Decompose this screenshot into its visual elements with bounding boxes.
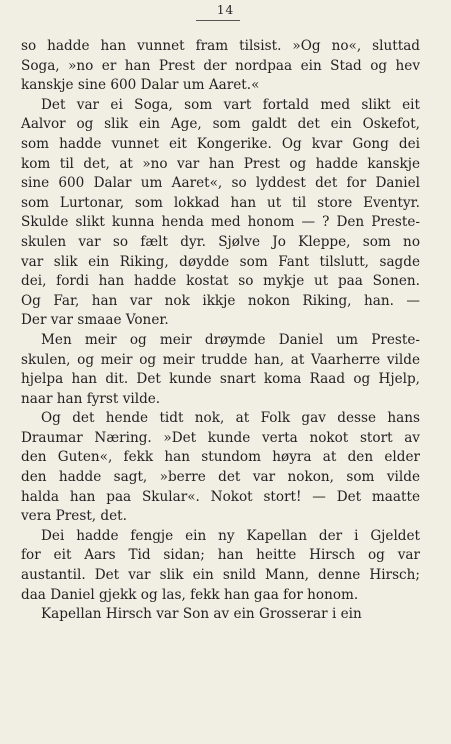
text-line: Og Far, han var nok ikkje nokon Riking, han. — [21, 292, 420, 309]
text-line: skulen, og meir og meir trudde han, at Vaarherre vilde [21, 351, 420, 368]
text-line: naar han fyrst vilde. [21, 390, 161, 407]
text-line: Der var smaae Voner. [21, 312, 169, 329]
text-line: Men meir og meir drøymde Daniel um Preste- [41, 331, 420, 348]
text-line: daa Daniel gjekk og las, fekk han gaa for honom. [21, 586, 359, 603]
text-line: Dei hadde fengje ein ny Kapellan der i Gjeldet [41, 527, 420, 544]
text-line: Soga, »no er han Prest der nordpaa ein Stad og hev [21, 57, 420, 74]
text-line: vera Prest, det. [21, 508, 127, 525]
header-rule [196, 20, 240, 21]
text-line: Draumar Næring. »Det kunde verta nokot stort av [21, 429, 420, 446]
text-line: var slik ein Riking, døydde som Fant tilslutt, sagde [21, 253, 420, 270]
text-line: kom til det, at »no var han Prest og hadde kanskje [21, 155, 420, 172]
text-line: Det var ei Soga, som vart fortald med slikt eit [41, 96, 420, 113]
text-line: som hadde vunnet eit Kongerike. Og kvar Gong dei [21, 135, 420, 152]
text-line: Skulde slikt kunna henda med honom — ? Den Preste- [21, 214, 420, 231]
text-line: Og det hende tidt nok, at Folk gav desse hans [41, 410, 420, 427]
text-line: austantil. Det var slik ein snild Mann, denne Hirsch; [21, 567, 420, 584]
text-line: Kapellan Hirsch var Son av ein Grosserar i ein [41, 606, 362, 623]
text-line: skulen var so fælt dyr. Sjølve Jo Kleppe, som no [21, 233, 420, 250]
text-line: for eit Aars Tid sidan; han heitte Hirsch og var [21, 547, 420, 564]
text-line: den Guten«, fekk han stundom høyra at den elder [21, 449, 420, 466]
text-line: sine 600 Dalar um Aaret«, so lyddest det for Daniel [21, 175, 420, 192]
text-line: dei, fordi han hadde kostat so mykje ut paa Sonen. [21, 273, 420, 290]
text-line: kanskje sine 600 Dalar um Aaret.« [21, 77, 260, 94]
text-line: den hadde sagt, »berre det var nokon, som vilde [21, 469, 420, 486]
text-line: Aalvor og slik ein Age, som galdt det ein Oskefot, [21, 116, 420, 133]
text-line: som Lurtonar, som lokkad han ut til store Eventyr. [21, 194, 420, 211]
page-number: 14 [216, 3, 235, 17]
text-line: halda han paa Skular«. Nokot stort! — Det maatte [21, 488, 420, 505]
body-text [21, 37, 420, 625]
text-line: hjelpa han dit. Det kunde snart koma Raad og Hjelp, [21, 371, 420, 388]
text-line: so hadde han vunnet fram tilsist. »Og no«, sluttad [21, 38, 420, 54]
